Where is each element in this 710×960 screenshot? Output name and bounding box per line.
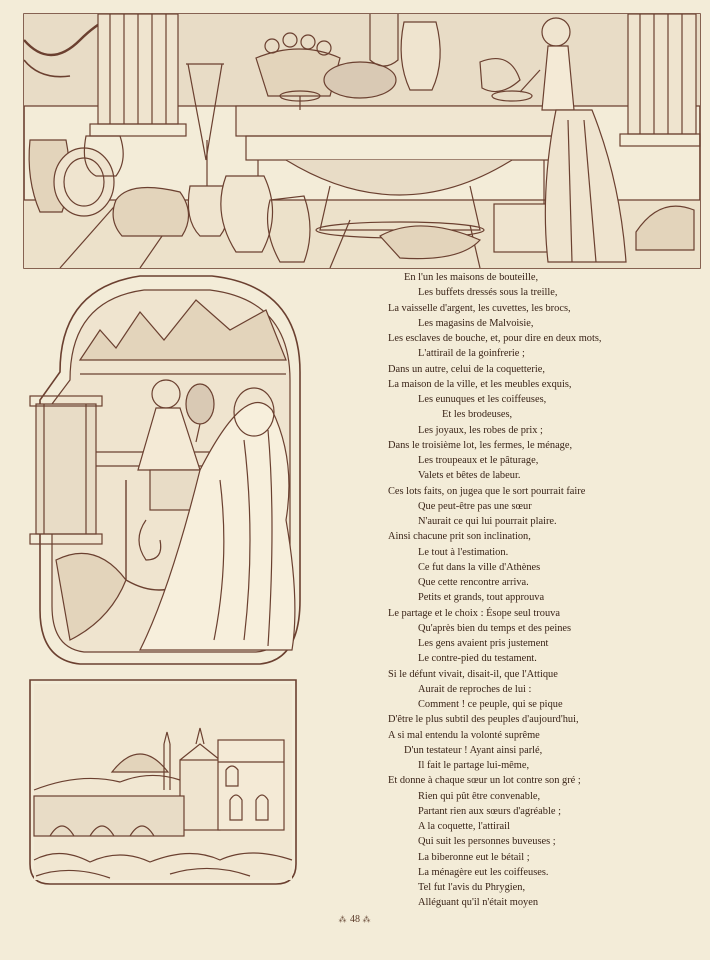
poem-line: Les magasins de Malvoisie, — [418, 317, 534, 329]
poem-line: Et donne à chaque sœur un lot contre son gré ; — [388, 775, 581, 787]
poem-line: Les joyaux, les robes de prix ; — [418, 424, 543, 436]
poem-line: Si le défunt vivait, disait-il, que l'Attique — [388, 668, 558, 680]
folio-ornament-left: ⁂ — [338, 915, 348, 924]
poem-line: L'attirail de la goinfrerie ; — [418, 348, 525, 360]
poem-line: Les buffets dressés sous la treille, — [418, 287, 558, 299]
poem-line: Valets et bêtes de labeur. — [418, 470, 521, 482]
poem-line: D'un testateur ! Ayant ainsi parlé, — [404, 744, 543, 756]
poem-line: Le tout à l'estimation. — [418, 546, 509, 558]
poem-line: Ce fut dans la ville d'Athènes — [418, 561, 541, 573]
page-number: 48 — [350, 914, 360, 925]
poem-line: Le contre-pied du testament. — [418, 653, 537, 665]
poem-line: Partant rien aux sœurs d'agréable ; — [418, 805, 561, 817]
poem-line: D'être le plus subtil des peuples d'aujourd'hui, — [388, 714, 579, 726]
poem-line: Que cette rencontre arriva. — [418, 577, 529, 588]
top-illustration — [24, 14, 700, 268]
poem-line: Dans le troisième lot, les fermes, le ménage, — [388, 439, 573, 451]
middle-illustration — [30, 276, 300, 664]
poem-line: Qu'après bien du temps et des peines — [418, 622, 572, 634]
poem-line: Et les brodeuses, — [442, 409, 513, 421]
poem-line: En l'un les maisons de bouteille, — [404, 272, 539, 283]
poem-line: A la coquette, l'attirail — [418, 821, 510, 832]
poem-line: Tel fut l'avis du Phrygien, — [418, 882, 526, 893]
folio-ornament-right: ⁂ — [362, 915, 372, 924]
poem-line: Le partage et le choix : Ésope seul trouva — [388, 607, 560, 619]
poem-line: Les eunuques et les coiffeuses, — [418, 394, 547, 405]
poem-line: Alléguant qu'il n'était moyen — [418, 897, 539, 909]
poem-line: Les troupeaux et le pâturage, — [418, 455, 539, 466]
poem-line: La biberonne eut le bétail ; — [418, 851, 530, 863]
poem-line: Rien qui pût être convenable, — [418, 790, 541, 802]
poem-line: Les gens avaient pris justement — [418, 638, 549, 649]
poem-line: Que peut-être pas une sœur — [418, 500, 532, 512]
poem-line: Ces lots faits, on jugea que le sort pourrait faire — [388, 485, 586, 497]
poem-line: Comment ! ce peuple, qui se pique — [418, 699, 563, 710]
bottom-illustration — [30, 680, 296, 884]
poem-line: Les esclaves de bouche, et, pour dire en deux mots, — [388, 333, 602, 344]
poem-line: Petits et grands, tout approuva — [418, 592, 545, 604]
poem-text-block — [388, 270, 688, 911]
poem-line: Ainsi chacune prit son inclination, — [388, 531, 531, 543]
page-number-footer — [0, 914, 710, 925]
poem-line: La maison de la ville, et les meubles exquis, — [388, 378, 572, 390]
poem-line: N'aurait ce qui lui pourrait plaire. — [418, 516, 557, 527]
poem-line: Dans un autre, celui de la coquetterie, — [388, 363, 545, 375]
poem-line: A si mal entendu la volonté suprême — [388, 729, 540, 741]
poem-line: Aurait de reproches de lui : — [418, 683, 532, 695]
poem-line: Il fait le partage lui-même, — [418, 760, 530, 771]
poem-line: La vaisselle d'argent, les cuvettes, les brocs, — [388, 302, 571, 314]
poem-line: Qui suit les personnes buveuses ; — [418, 836, 556, 848]
poem-line: La ménagère eut les coiffeuses. — [418, 866, 549, 878]
